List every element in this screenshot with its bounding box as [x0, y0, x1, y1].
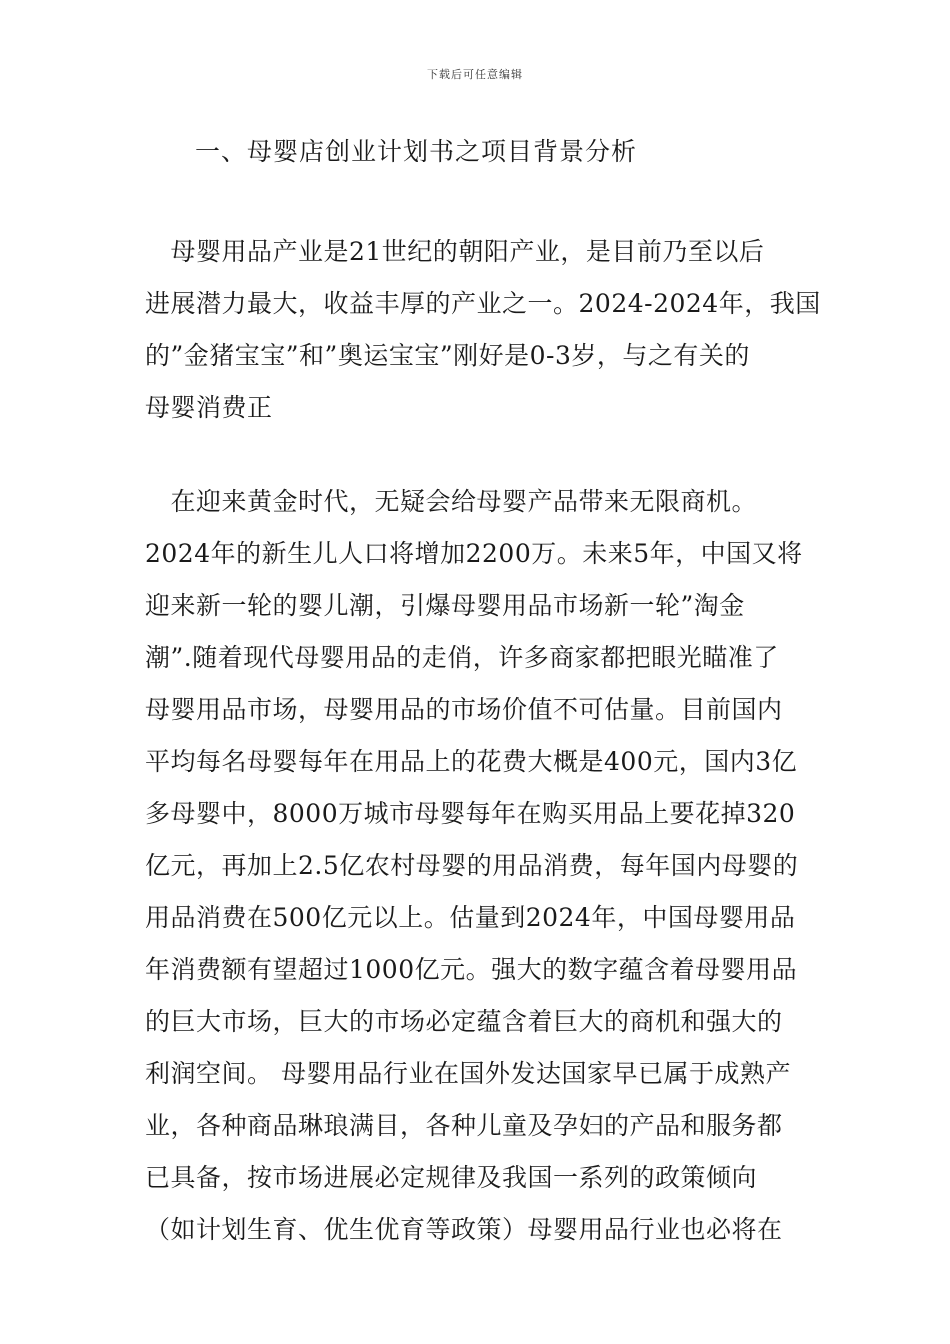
- paragraph-line: 进展潜力最大，收益丰厚的产业之一。2024-2024年，我国: [145, 289, 821, 318]
- paragraph-line: （如计划生育、优生优育等政策）母婴用品行业也必将在: [145, 1215, 783, 1244]
- paragraph-line: 亿元，再加上2.5亿农村母婴的用品消费，每年国内母婴的: [145, 851, 799, 880]
- paragraph-line: 的巨大市场，巨大的市场必定蕴含着巨大的商机和强大的: [145, 1007, 783, 1036]
- paragraph-line: 业，各种商品琳琅满目，各种儿童及孕妇的产品和服务都: [145, 1111, 783, 1140]
- paragraph-line: 已具备，按市场进展必定规律及我国一系列的政策倾向: [145, 1163, 758, 1192]
- paragraph-line: 平均每名母婴每年在用品上的花费大概是400元，国内3亿: [145, 747, 798, 776]
- section-heading: 一、母婴店创业计划书之项目背景分析: [195, 137, 638, 166]
- paragraph-line: 迎来新一轮的婴儿潮，引爆母婴用品市场新一轮”淘金: [145, 591, 745, 620]
- paragraph-line: 潮”.随着现代母婴用品的走俏，许多商家都把眼光瞄准了: [145, 643, 779, 672]
- paragraph-line: 用品消费在500亿元以上。估量到2024年，中国母婴用品: [145, 903, 796, 932]
- paragraph-line: 利润空间。 母婴用品行业在国外发达国家早已属于成熟产: [145, 1059, 791, 1088]
- paragraph-line: 母婴用品市场，母婴用品的市场价值不可估量。目前国内: [145, 695, 783, 724]
- paragraph-line: 年消费额有望超过1000亿元。强大的数字蕴含着母婴用品: [145, 955, 798, 984]
- paragraph-line: 母婴用品产业是21世纪的朝阳产业，是目前乃至以后: [145, 237, 765, 266]
- paragraph-line: 2024年的新生儿人口将增加2200万。未来5年，中国又将: [145, 539, 803, 568]
- paragraph-line: 母婴消费正: [145, 393, 273, 422]
- paragraph-line: 在迎来黄金时代，无疑会给母婴产品带来无限商机。: [145, 487, 758, 516]
- header-note: 下载后可任意编辑: [427, 68, 523, 81]
- paragraph-line: 的”金猪宝宝”和”奥运宝宝”刚好是0-3岁，与之有关的: [145, 341, 750, 370]
- paragraph-line: 多母婴中，8000万城市母婴每年在购买用品上要花掉320: [145, 799, 796, 828]
